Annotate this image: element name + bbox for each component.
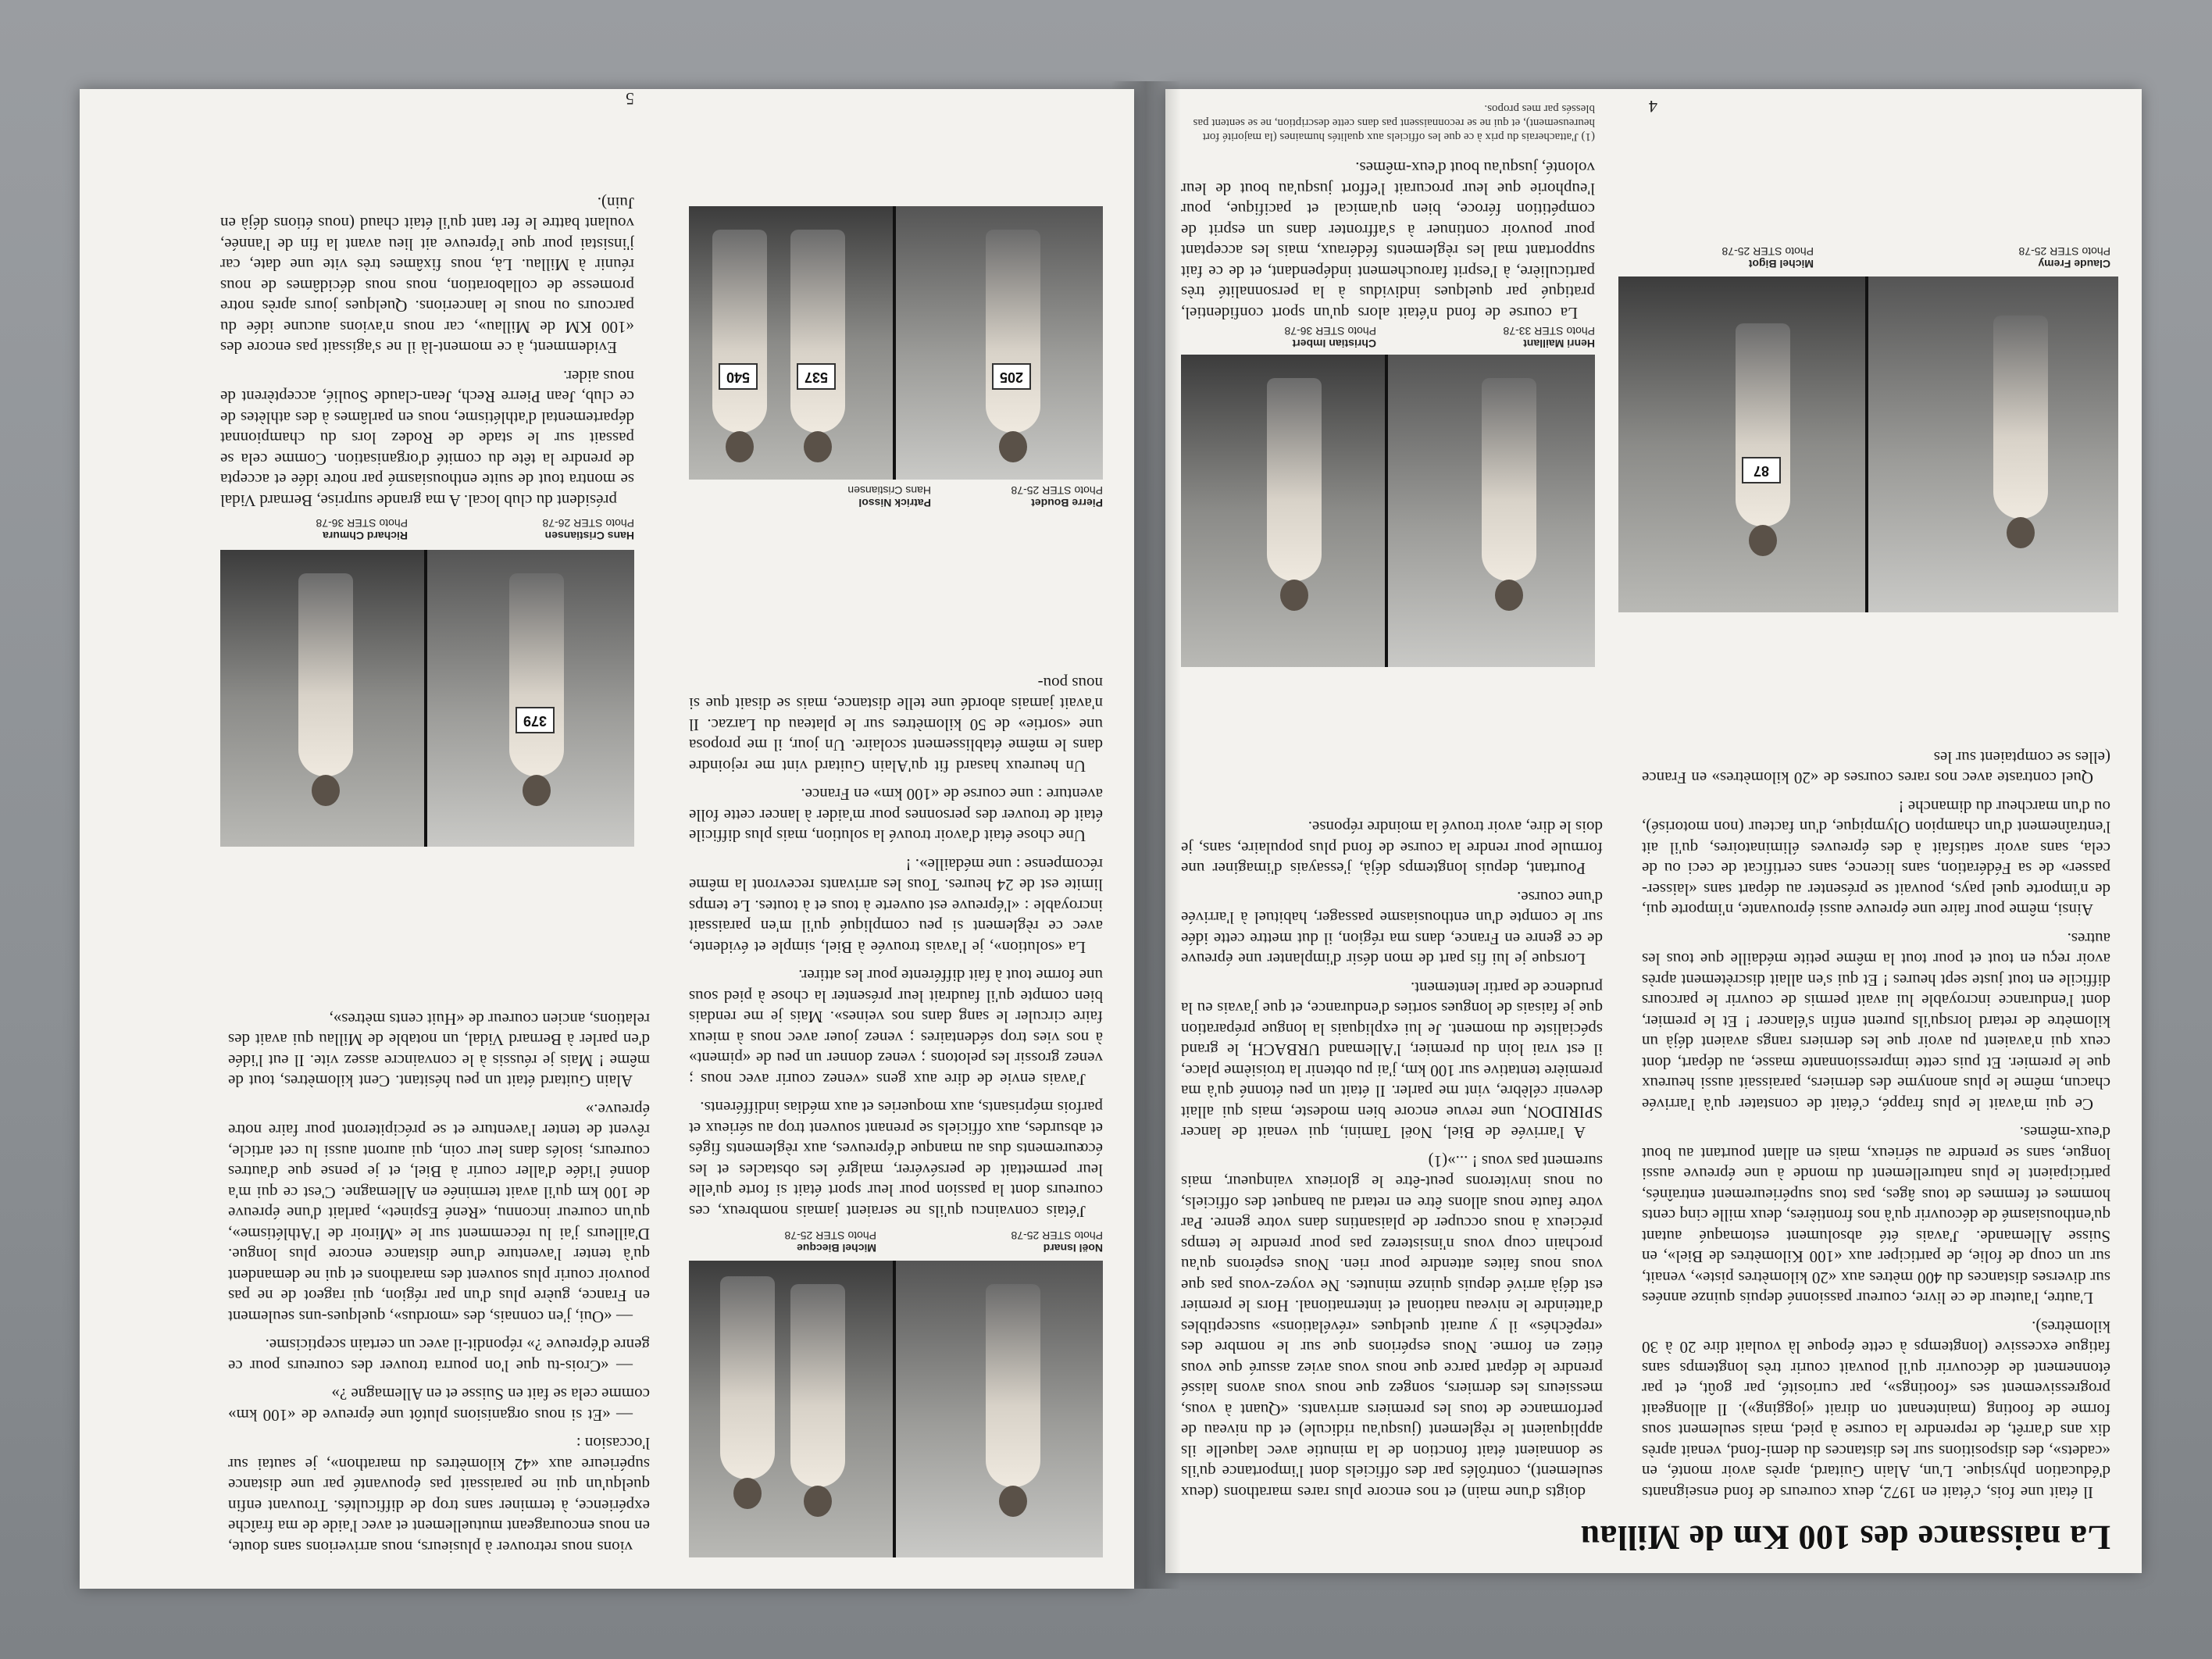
runner-figure [1993, 316, 2048, 519]
runner-figure [509, 573, 564, 776]
text-column-2 [228, 870, 650, 1557]
runner-figure [790, 230, 845, 433]
runners-photo [1181, 355, 1595, 667]
photo-caption: Michel Bigot Photo STER 25-78 [1721, 245, 1814, 270]
paragraph: La course de fond n'était alors qu'un sport confidentiel, pratiqué par quelques individus à la personnalité très particulière, à l'esprit farouchement indépendant, et de ce fait supportant mal les règlements fédéraux, mais les acceptant pour pouvoir continuer à s'affronter dans un esprit de compétition féroce, bien qu'amical et pacifique, pour l'euphorie que leur procurait l'effort jusqu'au bout de leur volonté, jusqu'au bout d'eux-mêmes. [1181, 159, 1595, 323]
race-bib: 537 [797, 363, 836, 390]
paragraph: Lorsque je lui fis part de mon désir d'implanter une épreuve de ce genre en France, dans ma région, il dut mettre cette idée sur le compte d'un enthousiasme passager, habituel à l'arrivée d'une course. [1181, 888, 1603, 969]
paragraph: Un heureux hasard fit qu'Alain Guitard vint me rejoindre dans le même établissement scolaire. Un jour, il me proposa une «sortie» de 50 kilomètres sur le plateau du Larzac. Il n'avait jamais abordé une telle distance, mais se disait que si nous pou- [689, 674, 1103, 776]
article-title: La naissance des 100 Km de Millau [1580, 1518, 2110, 1557]
paragraph: vions nous retrouver à plusieurs, nous arriverions sans doute, en nous encourageant mutuellement et avec l'aide de ma fraîche expérience, à terminer sans trop de difficultés. Trouvant enfin quelqu'un qui ne paraissait pas épouvanté par une distance supérieure aux «42 kilomètres du marathon», je sautai sur l'occasion : [228, 1434, 650, 1557]
runner-figure [1267, 378, 1322, 581]
paragraph: La «solution», je l'avais trouvée à Biel, simple et évidente, avec ce règlement si peu compliqué qu'il m'en paraissait incroyable : «l'épreuve est ouverte à tous et à toutes. Le temps limite est de 24 heures. Tous les arrivants recevront la même récompense : une médaille». ! [689, 855, 1103, 957]
photo-caption: Henri Maillant Photo STER 33-78 [1503, 325, 1595, 350]
text-column-2 [1181, 776, 1603, 1503]
runner-figure [1736, 323, 1790, 526]
paragraph: Quel contraste avec nos rares courses de «20 kilomètres» en France (elles se comptaient sur les [1642, 748, 2110, 788]
text-column-1 [1642, 659, 2110, 1503]
paragraph: — «Et si nous organisions plutôt une épreuve de «100 km» comme cela se fait en Suisse et en Allemagne ?» [228, 1385, 650, 1425]
photo-caption: Noël Isnard Photo STER 25-78 [1011, 1229, 1103, 1254]
page-number: 5 [626, 89, 634, 109]
photo-caption: Richard Chmura Photo STER 36-78 [316, 517, 408, 542]
paragraph: Il était une fois, c'était en 1972, deux coureurs de fond enseignants d'éducation physique. L'un, Alain Guitard, après avoir monté, en «cadets», des dispositions sur les distances du demi-fond, venait après dix ans d'arrêt, de reprendre la course à pied, mais seulement sous forme de footing (maintenant on dirait «jogging»). Il allongeait progressivement ses «footings», par curiosité, par goût, et par étonnement de découvrir qu'il pouvait courir très longtemps sans fatigue excessive (longtemps à cette époque là voulait dire 20 à 30 kilomètres). [1642, 1318, 2110, 1502]
paragraph: Ce qui m'avait le plus frappé, c'était de constater qu'à l'arrivée chacun, même le plus anonyme des derniers, paraissait aussi heureux que le premier. Et puis cette impressionnante masse, au départ, dont ceux qui n'avaient pu avoir que les derniers rangs avaient déjà un kilomètre de retard lorsqu'ils purent enfin s'élancer ! Et le premier, dont l'endurance incroyable lui avait permis de couvrir le parcours difficile en tout juste sept heures ! Et qui s'en allait discrètement après avoir reçu en tout et pour tout la même petite médaille que tous les autres. [1642, 929, 2110, 1114]
race-bib: 205 [992, 363, 1031, 390]
race-bib: 87 [1742, 457, 1781, 483]
photo-caption: Christian Imbert Photo STER 36-78 [1284, 325, 1376, 350]
runner-figure [986, 230, 1040, 433]
runners-photo [220, 550, 634, 847]
runners-photo [689, 1261, 1103, 1557]
paragraph: J'étais convaincu qu'ils ne seraient jamais nombreux, ces coureurs dont la passion pour leur sport était si forte qu'elle leur permettait de persévérer, malgré les obstacles et les écœurements dus au manque d'épreuves, aux règlements figés et absurdes, aux officiels se prenant souvent trop au sérieux et parfois méprisants, aux moqueries et aux médias indifférents. [689, 1098, 1103, 1221]
paragraph: Evidemment, à ce moment-là il ne s'agissait pas encore des «100 KM de Millau», car nous n'avions aucune idée du parcours ou nous le lancerions. Quelques jours après notre promesse de collaboration, nous nous décidâmes de nous réunir à Millau. Là, nous fixâmes très vite une date, car j'insistai pour que l'épreuve ait lieu avant la fin de l'année, voulant battre le fer tant qu'il était chaud (nous étions déjà en Juin). [220, 194, 634, 358]
paragraph: président du club local. A ma grande surprise, Bernard Vidal se montra tout de suite enthousiasmé par notre idée et accepta de prendre la tête du comité d'organisation. Comme cela se passait sur le stade de Rodez lors du championnat départemental d'athlétisme, nous en parlâmes à des athlètes de ce club, Jean Pierre Rech, Jean-claude Soulié, acceptèrent de nous aider. [220, 367, 634, 510]
page-5 [80, 89, 1134, 1589]
text-column-1 [689, 534, 1103, 1222]
runner-figure [712, 230, 767, 433]
runner-figure [298, 573, 353, 776]
runner-figure [986, 1284, 1040, 1487]
page-number: 4 [1649, 97, 1657, 116]
paragraph: — «Oui, j'en connais, des «mordus», quelques-uns seulement en France, guère plus d'un par région, qui rageot de ne pas pouvoir courir plus souvent des marathons et qui ne demandent qu'à tenter l'aventure d'une distance encore plus longue. D'ailleurs j'ai lu récemment sur le «Miroir de l'Athlétisme», qu'un coureur inconnu, «René Espinet», parlait d'une épreuve de 100 km qu'il avait terminée en Allemagne. C'est ce qui m'a donné l'idée d'aller courir à Biel, et je pense que d'autres coureurs, isolés dans leur coin, qui auront aussi lu cet article, rêvent de tenter l'aventure et se précipiteront pour faire notre épreuve.» [228, 1101, 650, 1326]
paragraph: Une chose était d'avoir trouvé la solution, mais plus difficile était de trouver des personnes pour m'aider à lancer cette folle aventure : une course de «100 km» en France. [689, 785, 1103, 846]
paragraph: A l'arrivée de Biel, Noël Tamini, qui venait de lancer SPIRIDON, une revue encore bien modeste, mais qui allait devenir célèbre, vint me parler. Il était un peu étonné qu'à ma première tentative sur 100 km, j'ai pu obtenir la troisième place, il est vrai loin du premier, l'Allemand URBACH, le grand spécialiste du moment. Je lui expliquais la longue préparation que je faisais de longues sorties d'endurance, et que j'avais eu la prudence de partir lentement. [1181, 979, 1603, 1143]
runner-figure [790, 1284, 845, 1487]
race-bib: 379 [516, 707, 555, 733]
photo-caption: Patrick Nissol Hans Cristiansen [847, 484, 931, 509]
paragraph: L'autre, l'auteur de ce livre, coureur passionné depuis quinze années sur diverses distances du 400 mètres aux «20 kilomètres piste», venait, sur un coup de folie, de participer aux «100 Kilomètres de Biel», en Suisse Allemande. J'avais été absolument estomaqué autant qu'enthousiasmé de découvrir qu'à nos frontières, deux mille cinq cents hommes et femmes de tous âges, pas tous supérieurement entraînés, participaient le plus naturellement du monde à une épreuve aussi longue, sans se prendre au sérieux, mais en allant pourtant au bout d'eux-mêmes. [1642, 1123, 2110, 1308]
paragraph: doigts d'une main) et nos encore plus rares marathons (deux seulement), contrôlés par des officiels dont l'importance qu'ils se donnaient était fonction de la minutie avec laquelle ils appliquaient le règlement (jusqu'au ridicule) et du niveau de performance de tous les premiers arrivants. «Quant à vous, messieurs les derniers, songez que nous vous avons laissé prendre le départ parce que nous vous aviez assuré que vous étiez en forme. Nous espérions que sur le nombre des «repêchés» il y aurait quelques «révélations» susceptibles d'atteindre le niveau national et international. Hors le premier est déjà arrivé depuis quinze minutes. Ne voyez-vous pas que vous nous faites attendre pour rien. Nous espérons qu'au prochain coup vous n'insisterez pas pour prendre le temps précieux à nous occuper de plaisantins dans votre genre. Par votre faute nous allons être en retard au banquet des officiels, ou nous inviterons peut-être le glorieux vainqueur, mais surement pas vous ! ...»(1) [1181, 1152, 1603, 1502]
text-column-2-continued [220, 144, 634, 511]
runner-figure [1482, 378, 1536, 581]
paragraph: Ainsi, même pour faire une épreuve aussi éprouvante, n'importe qui, de n'importe quel pays, pouvait se présenter au départ sans «laisser-passer» de sa Fédération, sans licence, sans certificat de ceci ou de cela, sans avoir satisfait à des épreuves éliminatoires, qu'il ait l'entraînement d'un champion Olympique, d'un facteur (non motorisé), ou d'un marcheur du dimanche ! [1642, 797, 2110, 920]
paragraph: — «Crois-tu que l'on pourra trouver des coureurs pour ce genre d'épreuve ?» répondit-il avec un certain scepticisme. [228, 1336, 650, 1375]
runner-figure [720, 1276, 775, 1479]
text-column-2-continued [1181, 152, 1595, 323]
race-bib: 540 [719, 363, 758, 390]
paragraph: J'avais envie de dire aux gens «venez courir avec nous ; venez grossir les pelotons ; venez donner un peu de «piment» à nos vies trop sédentaires ; venez jouer avec nous à mieux faire circuler le sang dans nos veines». Mais je me rendais bien compte qu'il faudrait leur présenter la chose à pied sous une forme tout à fait différente pour les attirer. [689, 966, 1103, 1089]
runners-photo [689, 206, 1103, 480]
footnote: (1) J'attacherais du prix à ce que les officiels aux qualités humaines (la majorité fort heureusement), et qui ne se reconnaissent pas dans cette description, ne se sentent pas blessés par mes propos. [1193, 102, 1595, 143]
photo-caption: Hans Cristiansen Photo STER 26-78 [542, 517, 634, 542]
runners-photo [1618, 276, 2118, 612]
page-4 [1165, 89, 2142, 1573]
photo-caption: Michel Biecque Photo STER 25-78 [784, 1229, 876, 1254]
photo-caption: Claude Fremy Photo STER 25-78 [2018, 245, 2110, 270]
paragraph: Pourtant, depuis longtemps déjà, j'essayais d'imaginer une formule pour rendre la course de fond plus populaire, sans, je dois le dire, avoir trouvé la moindre réponse. [1181, 818, 1603, 879]
paragraph: Alain Guitard était un peu hésitant. Cent kilomètres, tout de même ! Mais je réussis à le convaincre assez vite. Il eut l'idée d'en parler à Bernard Vidal, un notable de Millau qui avait des relations, ancien coureur de «Huit cents mètres», [228, 1010, 650, 1091]
photo-caption: Pierre Boudet Photo STER 25-78 [1011, 484, 1103, 509]
